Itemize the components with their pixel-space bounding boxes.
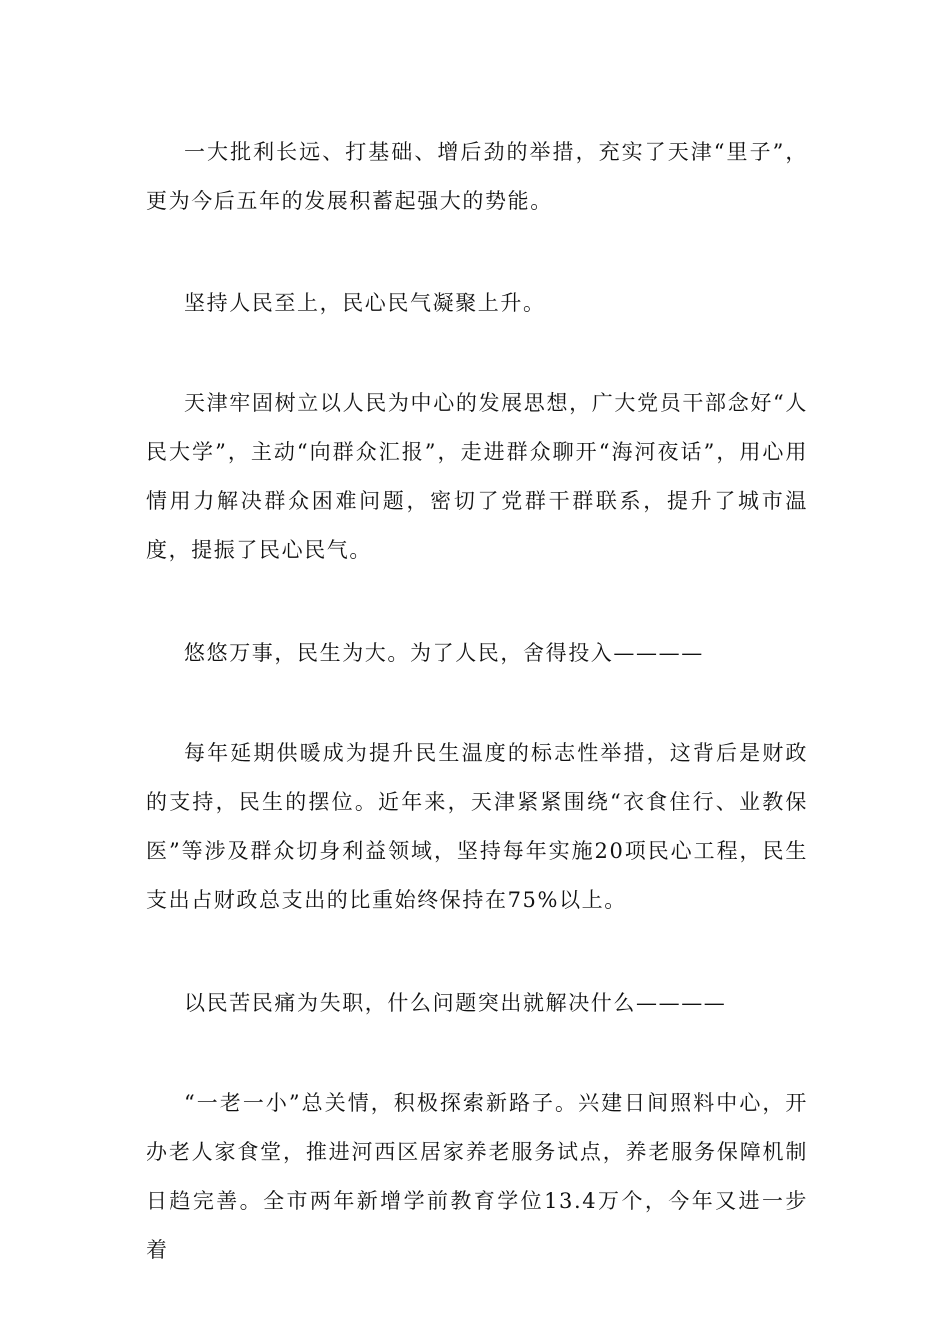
paragraph-6: 以民苦民痛为失职，什么问题突出就解决什么———— [184, 991, 727, 1015]
paragraph-3: 天津牢固树立以人民为中心的发展思想，广大党员干部念好“人民大学”，主动“向群众汇报”，走进群众聊开“海河夜话”，用心用情用力解决群众困难问题，密切了党群干群联系，提升了城市温度，提振了民心民气。 [146, 391, 808, 562]
paragraph-5: 每年延期供暖成为提升民生温度的标志性举措，这背后是财政的支持，民生的摆位。近年来，天津紧紧围绕“衣食住行、业教保医”等涉及群众切身利益领域，坚持每年实施20项民心工程，民生支出占财政总支出的比重始终保持在75%以上。 [146, 741, 808, 912]
paragraph-7: “一老一小”总关情，积极探索新路子。兴建日间照料中心，开办老人家食堂，推进河西区居家养老服务试点，养老服务保障机制日趋完善。全市两年新增学前教育学位13.4万个，今年又进一步着 [146, 1091, 808, 1262]
paragraph-4: 悠悠万事，民生为大。为了人民，舍得投入———— [184, 641, 704, 665]
paragraph-2: 坚持人民至上，民心民气凝聚上升。 [184, 291, 546, 315]
paragraph-1: 一大批利长远、打基础、增后劲的举措，充实了天津“里子”，更为今后五年的发展积蓄起强大的势能。 [146, 140, 808, 213]
